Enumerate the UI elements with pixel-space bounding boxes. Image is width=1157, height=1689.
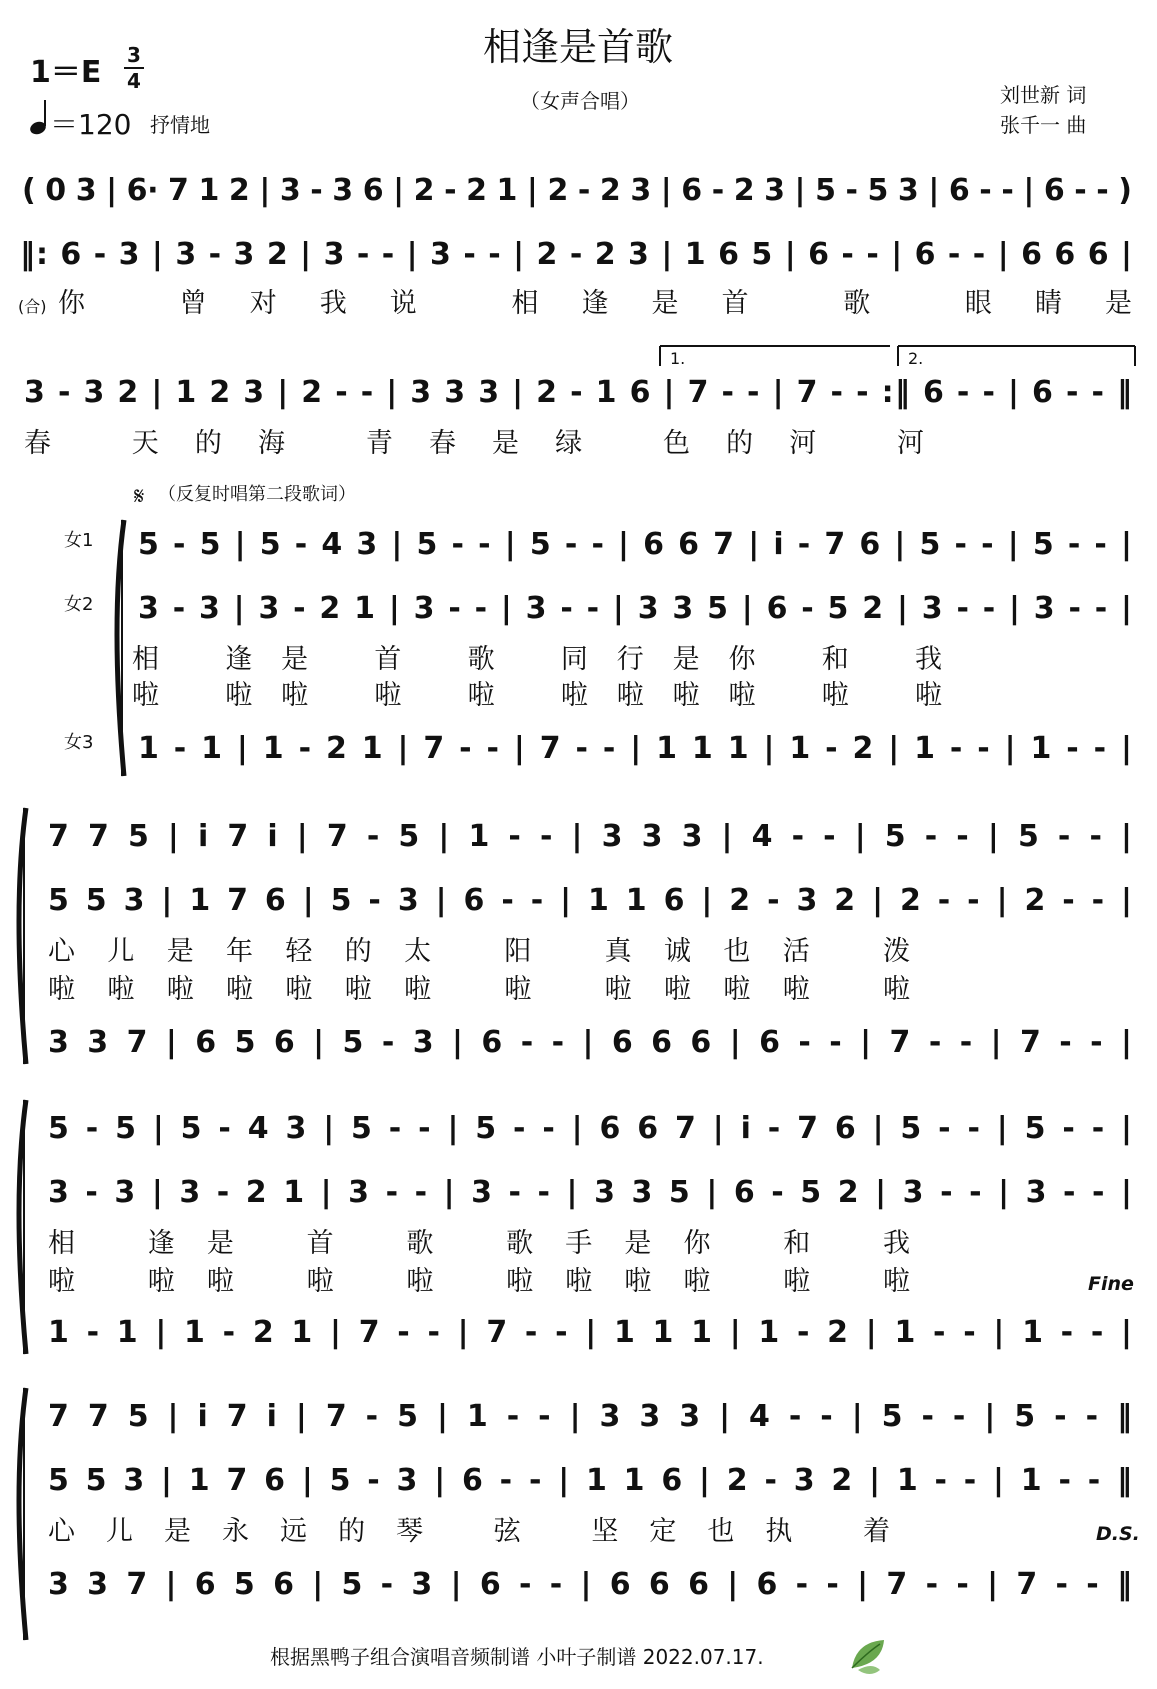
segno-note: （反复时唱第二段歌词） <box>158 484 356 505</box>
voice-label-2: 女2 <box>64 594 94 615</box>
voice-label-3: 女3 <box>64 732 94 753</box>
s1-voice2: 3 - 3 | 3 - 2 1 | 3 - - | 3 - - | 3 3 5 | 6 - 5 2 | 3 - - | 3 - - | <box>138 591 1132 626</box>
s2-voice2: 5 5 3 | 1 7 6 | 5 - 3 | 6 - - | 1 1 6 | 2 - 3 2 | 2 - - | 2 - - | <box>48 883 1132 918</box>
verse-lyrics-2: 春 天的海 青春是绿 色的河 河 <box>24 428 924 459</box>
s4-voice3: 3 3 7 | 6 5 6 | 5 - 3 | 6 - - | 6 6 6 | 6 - - | 7 - - | 7 - - ‖ <box>48 1567 1133 1602</box>
quarter-note-icon <box>28 100 47 136</box>
s4-voice2: 5 5 3 | 1 7 6 | 5 - 3 | 6 - - | 1 1 6 | 2 - 3 2 | 1 - - | 1 - - ‖ <box>48 1463 1132 1498</box>
chorus-tag: (合) <box>18 297 47 316</box>
s3-voice2: 3 - 3 | 3 - 2 1 | 3 - - | 3 - - | 3 3 5 | 6 - 5 2 | 3 - - | 3 - - | <box>48 1175 1132 1210</box>
verse-row-1: ‖: 6 - 3 | 3 - 3 2 | 3 - - | 3 - - | 2 - 2 3 | 1 6 5 | 6 - - | 6 - - | 6 6 6 | <box>20 237 1132 272</box>
lyricist-credit: 刘世新 词 <box>1000 83 1087 107</box>
song-subtitle: （女声合唱） <box>520 89 640 113</box>
key-signature: 1＝E <box>30 55 102 90</box>
s1-voice1: 5 - 5 | 5 - 4 3 | 5 - - | 5 - - | 6 6 7 | i - 7 6 | 5 - - | 5 - - | <box>138 527 1132 562</box>
leaf-icon <box>852 1640 884 1674</box>
segno-icon: 𝄋 <box>134 482 145 510</box>
expression-marking: 抒情地 <box>150 113 210 137</box>
s2-lyrics-1: 心儿是年轻的太 阳 真诚也活 泼 <box>48 936 910 967</box>
s1-lyrics-1: 相 逢是 首 歌 同行是你 和 我 <box>132 644 942 675</box>
s3-lyrics-1: 相 逢是 首 歌 歌手是你 和 我 <box>48 1228 910 1259</box>
time-signature-top: 3 <box>127 43 141 67</box>
s1-lyrics-2: 啦 啦啦 啦 啦 啦啦啦啦 啦 啦 <box>132 680 942 711</box>
s2-voice3: 3 3 7 | 6 5 6 | 5 - 3 | 6 - - | 6 6 6 | 6 - - | 7 - - | 7 - - | <box>48 1025 1132 1060</box>
s3-voice3: 1 - 1 | 1 - 2 1 | 7 - - | 7 - - | 1 1 1 | 1 - 2 | 1 - - | 1 - - | <box>48 1315 1132 1350</box>
ds-marking: D.S. <box>1096 1523 1140 1545</box>
voice-label-1: 女1 <box>64 530 94 551</box>
volta-1-bracket <box>660 346 890 368</box>
volta-2-label: 2. <box>908 349 924 368</box>
s2-lyrics-2: 啦啦啦啦啦啦啦 啦 啦啦啦啦 啦 <box>48 974 910 1005</box>
verse-lyrics-1: 你 曾对我说 相逢是首 歌 眼睛是 <box>58 288 1132 319</box>
s4-lyrics-1: 心儿是永远的琴 弦 坚定也执 着 <box>48 1516 890 1547</box>
volta-2-bracket <box>898 346 1135 368</box>
fine-marking: Fine <box>1088 1273 1134 1295</box>
s3-voice1: 5 - 5 | 5 - 4 3 | 5 - - | 5 - - | 6 6 7 | i - 7 6 | 5 - - | 5 - - | <box>48 1111 1133 1146</box>
composer-credit: 张千一 曲 <box>1000 113 1087 137</box>
s2-voice1: 7 7 5 | i 7 i | 7 - 5 | 1 - - | 3 3 3 | 4 - - | 5 - - | 5 - - | <box>48 819 1133 854</box>
s3-lyrics-2: 啦 啦啦 啦 啦 啦啦啦啦 啦 啦 <box>48 1266 910 1297</box>
tempo-marking: ＝120 <box>50 108 132 141</box>
verse-row-2: 3 - 3 2 | 1 2 3 | 2 - - | 3 3 3 | 2 - 1 6 | 7 - - | 7 - - :‖ 6 - - | 6 - - ‖ <box>24 375 1132 410</box>
s4-voice1: 7 7 5 | i 7 i | 7 - 5 | 1 - - | 3 3 3 | 4 - - | 5 - - | 5 - - ‖ <box>48 1399 1133 1434</box>
footer-credit: 根据黑鸭子组合演唱音频制谱 小叶子制谱 2022.07.17. <box>270 1645 764 1669</box>
time-signature-bottom: 4 <box>127 69 141 93</box>
s1-voice3: 1 - 1 | 1 - 2 1 | 7 - - | 7 - - | 1 1 1 | 1 - 2 | 1 - - | 1 - - | <box>138 731 1132 766</box>
volta-1-label: 1. <box>670 349 686 368</box>
intro-row: ( 0 3 | 6· 7 1 2 | 3 - 3 6 | 2 - 2 1 | 2 - 2 3 | 6 - 2 3 | 5 - 5 3 | 6 - - | 6 - - ) <box>22 173 1132 208</box>
song-title: 相逢是首歌 <box>482 25 674 69</box>
